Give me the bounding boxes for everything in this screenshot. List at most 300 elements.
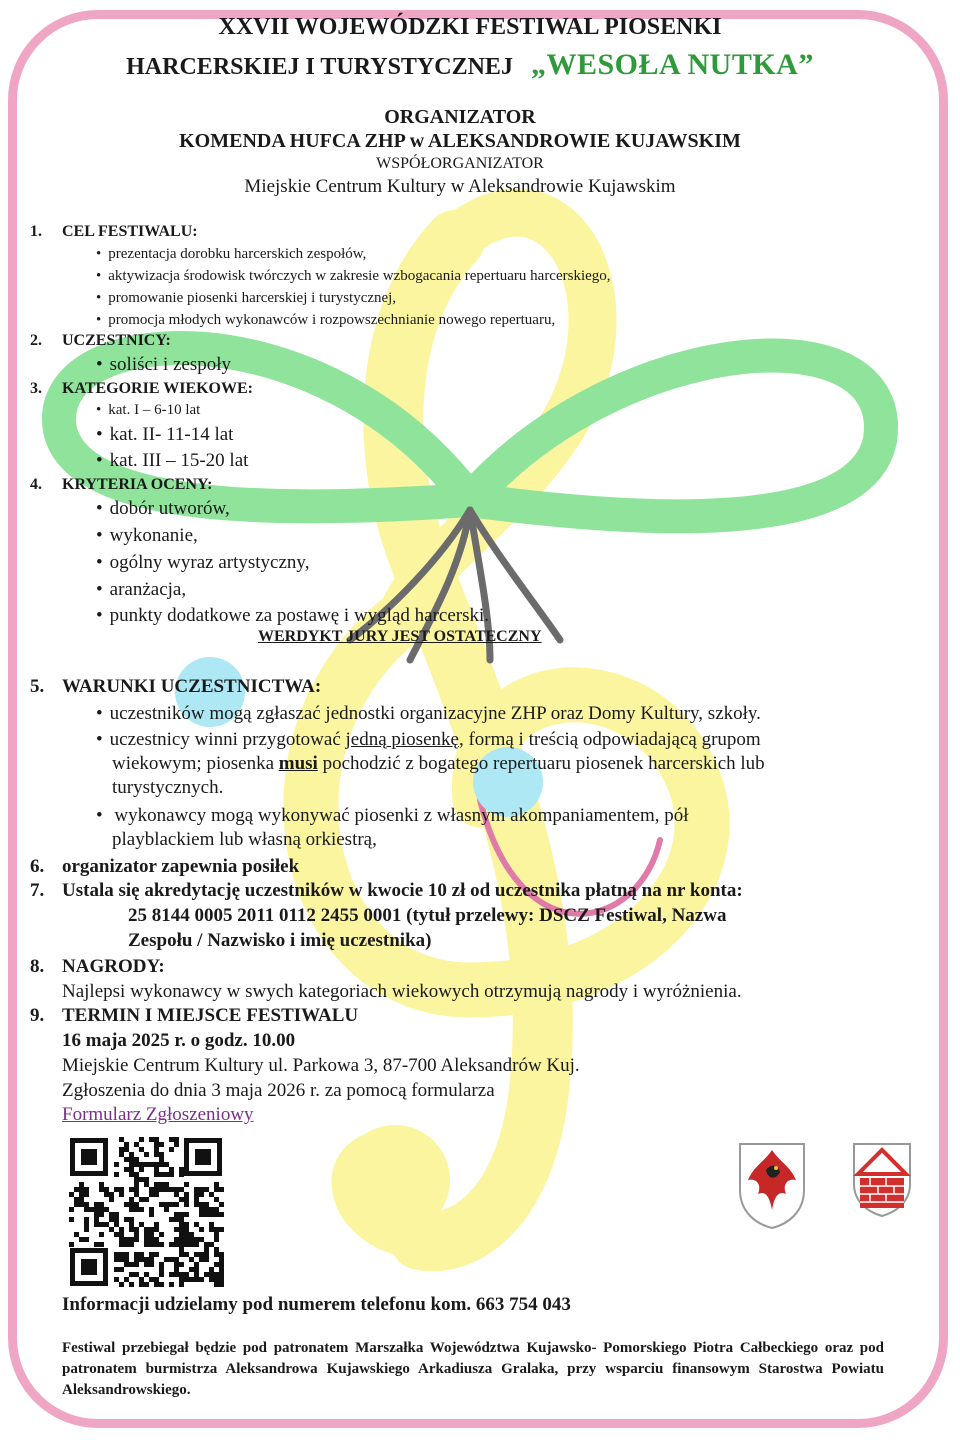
qr-module bbox=[104, 1222, 109, 1227]
qr-module bbox=[104, 1187, 109, 1192]
list-item-continuation: turystycznych. bbox=[112, 777, 224, 798]
qr-module bbox=[129, 1282, 134, 1287]
list-item: • promowanie piosenki harcerskiej i turystycznej, bbox=[96, 290, 396, 307]
qr-module bbox=[154, 1222, 159, 1227]
qr-module bbox=[79, 1237, 84, 1242]
qr-module bbox=[189, 1242, 194, 1247]
qr-module bbox=[119, 1237, 124, 1242]
qr-module bbox=[149, 1277, 154, 1282]
qr-module bbox=[119, 1267, 124, 1272]
qr-module bbox=[144, 1242, 149, 1247]
qr-module bbox=[194, 1272, 199, 1277]
qr-module bbox=[74, 1202, 79, 1207]
qr-module bbox=[129, 1157, 134, 1162]
qr-module bbox=[209, 1222, 214, 1227]
list-item: • kat. I – 6-10 lat bbox=[96, 402, 200, 419]
qr-module bbox=[219, 1267, 224, 1272]
qr-module bbox=[119, 1192, 124, 1197]
qr-module bbox=[149, 1207, 154, 1212]
qr-module bbox=[114, 1222, 119, 1227]
qr-module bbox=[204, 1247, 209, 1252]
qr-module bbox=[154, 1237, 159, 1242]
qr-module bbox=[94, 1217, 99, 1222]
town-coat-of-arms-icon bbox=[850, 1140, 914, 1223]
qr-module bbox=[149, 1237, 154, 1242]
qr-module bbox=[149, 1192, 154, 1197]
qr-module bbox=[149, 1252, 154, 1257]
qr-module bbox=[174, 1227, 179, 1232]
qr-module bbox=[144, 1257, 149, 1262]
qr-module bbox=[214, 1277, 219, 1282]
qr-module bbox=[94, 1202, 99, 1207]
qr-module bbox=[214, 1262, 219, 1267]
list-item: • kat. II- 11-14 lat bbox=[96, 424, 233, 446]
qr-module bbox=[134, 1252, 139, 1257]
contact-info: Informacji udzielamy pod numerem telefonu kom. 663 754 043 bbox=[62, 1294, 571, 1315]
qr-module bbox=[79, 1202, 84, 1207]
qr-module bbox=[99, 1182, 104, 1187]
qr-module bbox=[154, 1152, 159, 1157]
qr-module bbox=[84, 1222, 89, 1227]
qr-module bbox=[174, 1137, 179, 1142]
qr-module bbox=[214, 1182, 219, 1187]
qr-module bbox=[79, 1192, 84, 1197]
qr-module bbox=[129, 1152, 134, 1157]
qr-module bbox=[209, 1242, 214, 1247]
qr-module bbox=[159, 1242, 164, 1247]
qr-module bbox=[134, 1207, 139, 1212]
list-item: • punkty dodatkowe za postawę i wygląd harcerski. bbox=[96, 605, 489, 627]
qr-module bbox=[174, 1242, 179, 1247]
qr-module bbox=[179, 1197, 184, 1202]
qr-module bbox=[194, 1192, 199, 1197]
qr-module bbox=[204, 1272, 209, 1277]
qr-module bbox=[124, 1277, 129, 1282]
qr-module bbox=[219, 1227, 224, 1232]
section-title-conditions: WARUNKI UCZESTNICTWA: bbox=[62, 676, 322, 697]
qr-module bbox=[124, 1157, 129, 1162]
qr-module bbox=[79, 1197, 84, 1202]
qr-module bbox=[194, 1267, 199, 1272]
qr-module bbox=[149, 1232, 154, 1237]
qr-module bbox=[184, 1227, 189, 1232]
qr-module bbox=[124, 1142, 129, 1147]
qr-module bbox=[179, 1262, 184, 1267]
qr-module bbox=[94, 1212, 99, 1217]
qr-module bbox=[214, 1212, 219, 1217]
qr-module bbox=[84, 1237, 89, 1242]
qr-module bbox=[149, 1242, 154, 1247]
qr-module bbox=[129, 1187, 134, 1192]
section-number: 2. bbox=[30, 332, 42, 349]
list-item: • wykonanie, bbox=[96, 525, 198, 547]
list-item-continuation bbox=[112, 753, 765, 775]
awards-text: Najlepsi wykonawcy w swych kategoriach wiekowych otrzymują nagrody i wyróżnienia. bbox=[62, 981, 742, 1002]
qr-module bbox=[124, 1167, 129, 1172]
qr-module bbox=[184, 1272, 189, 1277]
qr-module bbox=[99, 1232, 104, 1237]
qr-module bbox=[214, 1232, 219, 1237]
list-item-continuation: playblackiem lub własną orkiestrą, bbox=[112, 829, 377, 850]
qr-module bbox=[164, 1172, 169, 1177]
qr-module bbox=[129, 1227, 134, 1232]
qr-module bbox=[204, 1242, 209, 1247]
qr-module bbox=[99, 1222, 104, 1227]
qr-module bbox=[154, 1227, 159, 1232]
qr-module bbox=[184, 1212, 189, 1217]
qr-module bbox=[179, 1172, 184, 1177]
qr-module bbox=[129, 1202, 134, 1207]
qr-module bbox=[219, 1252, 224, 1257]
qr-module bbox=[124, 1242, 129, 1247]
qr-module bbox=[154, 1277, 159, 1282]
qr-module bbox=[129, 1162, 134, 1167]
qr-module bbox=[139, 1167, 144, 1172]
qr-module bbox=[84, 1192, 89, 1197]
qr-module bbox=[129, 1242, 134, 1247]
qr-module bbox=[119, 1257, 124, 1262]
qr-module bbox=[139, 1137, 144, 1142]
qr-module bbox=[99, 1187, 104, 1192]
qr-module bbox=[124, 1147, 129, 1152]
qr-module bbox=[119, 1137, 124, 1142]
qr-module bbox=[134, 1157, 139, 1162]
qr-module bbox=[174, 1187, 179, 1192]
emphasis-text: musi bbox=[278, 753, 318, 774]
qr-module bbox=[119, 1147, 124, 1152]
qr-module bbox=[149, 1137, 154, 1142]
text-segment: wiekowym; piosenka bbox=[112, 753, 279, 774]
qr-module bbox=[179, 1227, 184, 1232]
qr-module bbox=[109, 1227, 114, 1232]
qr-module bbox=[184, 1182, 189, 1187]
qr-module bbox=[219, 1277, 224, 1282]
qr-module bbox=[219, 1212, 224, 1217]
qr-module bbox=[144, 1197, 149, 1202]
qr-module bbox=[139, 1257, 144, 1262]
qr-module bbox=[169, 1137, 174, 1142]
text-segment: uczestnicy winni przygotować bbox=[109, 729, 346, 750]
qr-module bbox=[184, 1277, 189, 1282]
qr-module bbox=[164, 1162, 169, 1167]
qr-module bbox=[179, 1277, 184, 1282]
qr-module bbox=[154, 1147, 159, 1152]
section-title-participants: UCZESTNICY: bbox=[62, 332, 171, 349]
section-number: 5. bbox=[30, 676, 45, 697]
qr-finder-bottom-left bbox=[70, 1248, 108, 1286]
qr-module bbox=[114, 1162, 119, 1167]
qr-module bbox=[129, 1207, 134, 1212]
coorganizer-label: WSPÓŁORGANIZATOR bbox=[376, 155, 544, 172]
qr-module bbox=[99, 1212, 104, 1217]
section-title-date-place: TERMIN I MIEJSCE FESTIWALU bbox=[62, 1005, 359, 1026]
bank-account: 25 8144 0005 2011 0112 2455 0001 (tytuł przelewy: DSCZ Festiwal, Nazwa bbox=[128, 905, 727, 926]
qr-module bbox=[214, 1272, 219, 1277]
qr-module bbox=[109, 1192, 114, 1197]
qr-module bbox=[164, 1187, 169, 1192]
qr-module bbox=[99, 1242, 104, 1247]
festival-title-line1: XXVII WOJEWÓDZKI FESTIWAL PIOSENKI bbox=[218, 14, 722, 40]
qr-module bbox=[164, 1257, 169, 1262]
qr-module bbox=[99, 1202, 104, 1207]
qr-module bbox=[219, 1202, 224, 1207]
qr-module bbox=[114, 1277, 119, 1282]
qr-module bbox=[74, 1187, 79, 1192]
qr-module bbox=[124, 1202, 129, 1207]
qr-module bbox=[164, 1202, 169, 1207]
qr-module bbox=[179, 1217, 184, 1222]
list-item: • promocja młodych wykonawców i rozpowszechnianie nowego repertuaru, bbox=[96, 312, 555, 329]
qr-module bbox=[219, 1187, 224, 1192]
qr-module bbox=[114, 1187, 119, 1192]
qr-module bbox=[144, 1182, 149, 1187]
qr-module bbox=[159, 1272, 164, 1277]
qr-module bbox=[164, 1182, 169, 1187]
qr-module bbox=[199, 1227, 204, 1232]
qr-module bbox=[214, 1247, 219, 1252]
qr-module bbox=[159, 1262, 164, 1267]
qr-module bbox=[209, 1192, 214, 1197]
qr-module bbox=[214, 1252, 219, 1257]
qr-module bbox=[184, 1242, 189, 1247]
qr-module bbox=[114, 1217, 119, 1222]
qr-module bbox=[114, 1267, 119, 1272]
qr-module bbox=[174, 1212, 179, 1217]
qr-module bbox=[204, 1187, 209, 1192]
qr-module bbox=[119, 1282, 124, 1287]
section-title-awards: NAGRODY: bbox=[62, 956, 165, 977]
jury-verdict-note: WERDYKT JURY JEST OSTATECZNY bbox=[258, 628, 542, 645]
qr-module bbox=[74, 1197, 79, 1202]
qr-module bbox=[154, 1242, 159, 1247]
qr-module bbox=[159, 1232, 164, 1237]
qr-module bbox=[94, 1242, 99, 1247]
qr-module bbox=[214, 1207, 219, 1212]
section-number: 8. bbox=[30, 956, 45, 977]
festival-name: „WESOŁA NUTKA” bbox=[530, 48, 814, 81]
qr-module bbox=[114, 1252, 119, 1257]
qr-module bbox=[159, 1162, 164, 1167]
qr-module bbox=[184, 1232, 189, 1237]
qr-module bbox=[134, 1272, 139, 1277]
qr-module bbox=[144, 1162, 149, 1167]
qr-module bbox=[154, 1252, 159, 1257]
qr-module bbox=[134, 1177, 139, 1182]
qr-module bbox=[159, 1172, 164, 1177]
qr-module bbox=[134, 1227, 139, 1232]
qr-module bbox=[149, 1227, 154, 1232]
qr-module bbox=[69, 1217, 74, 1222]
qr-module bbox=[159, 1202, 164, 1207]
qr-module bbox=[149, 1187, 154, 1192]
qr-module bbox=[109, 1212, 114, 1217]
qr-module bbox=[139, 1197, 144, 1202]
qr-module bbox=[139, 1277, 144, 1282]
qr-module bbox=[119, 1242, 124, 1247]
qr-module bbox=[69, 1242, 74, 1247]
qr-module bbox=[174, 1267, 179, 1272]
qr-module bbox=[199, 1277, 204, 1282]
qr-module bbox=[84, 1187, 89, 1192]
list-item: • aranżacja, bbox=[96, 579, 186, 601]
qr-module bbox=[179, 1212, 184, 1217]
section-number: 7. bbox=[30, 880, 45, 901]
qr-module bbox=[209, 1207, 214, 1212]
qr-module bbox=[209, 1272, 214, 1277]
qr-module bbox=[184, 1202, 189, 1207]
qr-module bbox=[84, 1217, 89, 1222]
qr-module bbox=[179, 1242, 184, 1247]
qr-module bbox=[149, 1212, 154, 1217]
qr-module bbox=[169, 1167, 174, 1172]
qr-finder-top-right bbox=[184, 1138, 222, 1176]
qr-module bbox=[179, 1237, 184, 1242]
qr-module bbox=[134, 1237, 139, 1242]
qr-module bbox=[194, 1237, 199, 1242]
qr-module bbox=[74, 1232, 79, 1237]
qr-module bbox=[139, 1252, 144, 1257]
qr-module bbox=[119, 1232, 124, 1237]
qr-module bbox=[174, 1202, 179, 1207]
qr-module bbox=[169, 1187, 174, 1192]
list-item: • prezentacja dorobku harcerskich zespołów, bbox=[96, 246, 366, 263]
qr-module bbox=[189, 1237, 194, 1242]
qr-module bbox=[214, 1197, 219, 1202]
organizer-label: ORGANIZATOR bbox=[384, 106, 536, 128]
festival-title-line2 bbox=[0, 48, 940, 82]
qr-module bbox=[144, 1272, 149, 1277]
registration-form-link[interactable]: Formularz Zgłoszeniowy bbox=[62, 1104, 254, 1125]
qr-module bbox=[159, 1187, 164, 1192]
qr-module bbox=[129, 1237, 134, 1242]
qr-module bbox=[119, 1187, 124, 1192]
qr-module bbox=[124, 1257, 129, 1262]
festival-date: 16 maja 2025 r. o godz. 10.00 bbox=[62, 1030, 296, 1051]
section-number: 9. bbox=[30, 1005, 45, 1026]
text-segment: pochodzić z bogatego repertuaru piosenek harcerskich lub bbox=[317, 753, 765, 774]
qr-module bbox=[119, 1252, 124, 1257]
qr-module bbox=[154, 1182, 159, 1187]
section-title-age-categories: KATEGORIE WIEKOWE: bbox=[62, 380, 253, 397]
qr-module bbox=[174, 1272, 179, 1277]
ribbon-right-loop bbox=[470, 356, 881, 517]
qr-module bbox=[139, 1222, 144, 1227]
section-number: 6. bbox=[30, 856, 45, 877]
qr-module bbox=[184, 1192, 189, 1197]
qr-module bbox=[149, 1262, 154, 1267]
qr-module bbox=[134, 1192, 139, 1197]
qr-module bbox=[199, 1192, 204, 1197]
list-item: • wykonawcy mogą wykonywać piosenki z własnym akompaniamentem, pół bbox=[96, 805, 689, 827]
qr-module bbox=[144, 1282, 149, 1287]
section-number: 4. bbox=[30, 476, 42, 493]
qr-module bbox=[199, 1187, 204, 1192]
qr-module bbox=[169, 1217, 174, 1222]
qr-module bbox=[179, 1187, 184, 1192]
section-title-meal: organizator zapewnia posiłek bbox=[62, 856, 300, 877]
qr-module bbox=[214, 1282, 219, 1287]
qr-module bbox=[189, 1257, 194, 1262]
qr-module bbox=[134, 1202, 139, 1207]
qr-module bbox=[69, 1192, 74, 1197]
qr-module bbox=[194, 1222, 199, 1227]
qr-module bbox=[144, 1237, 149, 1242]
qr-module bbox=[99, 1207, 104, 1212]
qr-module bbox=[129, 1197, 134, 1202]
qr-module bbox=[194, 1277, 199, 1282]
qr-module bbox=[179, 1222, 184, 1227]
qr-module bbox=[179, 1282, 184, 1287]
section-number: 1. bbox=[30, 223, 42, 240]
section-title-accreditation: Ustala się akredytację uczestników w kwocie 10 zł od uczestnika płatną na nr konta: bbox=[62, 880, 743, 901]
organizer-name: KOMENDA HUFCA ZHP w ALEKSANDROWIE KUJAWSKIM bbox=[179, 130, 741, 152]
qr-module bbox=[124, 1217, 129, 1222]
qr-module bbox=[144, 1262, 149, 1267]
qr-module bbox=[164, 1207, 169, 1212]
qr-module bbox=[119, 1152, 124, 1157]
qr-module bbox=[194, 1202, 199, 1207]
qr-module bbox=[129, 1167, 134, 1172]
qr-module bbox=[114, 1212, 119, 1217]
qr-module bbox=[139, 1177, 144, 1182]
list-item: • dobór utworów, bbox=[96, 498, 230, 520]
qr-module bbox=[109, 1217, 114, 1222]
qr-module bbox=[214, 1187, 219, 1192]
qr-module bbox=[169, 1257, 174, 1262]
qr-module bbox=[174, 1217, 179, 1222]
coorganizer-name: Miejskie Centrum Kultury w Aleksandrowie Kujawskim bbox=[244, 176, 676, 197]
qr-module bbox=[79, 1182, 84, 1187]
qr-module bbox=[219, 1272, 224, 1277]
qr-module bbox=[134, 1182, 139, 1187]
qr-module bbox=[184, 1222, 189, 1227]
qr-module bbox=[179, 1272, 184, 1277]
qr-module bbox=[199, 1257, 204, 1262]
qr-module bbox=[214, 1237, 219, 1242]
underlined-text: jedną piosenkę bbox=[345, 729, 459, 750]
qr-module bbox=[154, 1142, 159, 1147]
qr-code[interactable] bbox=[66, 1134, 226, 1295]
qr-module bbox=[194, 1187, 199, 1192]
qr-module bbox=[184, 1197, 189, 1202]
festival-place: Miejskie Centrum Kultury ul. Parkowa 3, 87-700 Aleksandrów Kuj. bbox=[62, 1055, 580, 1076]
qr-module bbox=[124, 1237, 129, 1242]
qr-module bbox=[129, 1217, 134, 1222]
qr-module bbox=[194, 1262, 199, 1267]
qr-module bbox=[169, 1147, 174, 1152]
qr-module bbox=[194, 1252, 199, 1257]
qr-module bbox=[199, 1202, 204, 1207]
qr-module bbox=[209, 1212, 214, 1217]
qr-module bbox=[94, 1207, 99, 1212]
section-number: 3. bbox=[30, 380, 42, 397]
qr-module bbox=[169, 1272, 174, 1277]
qr-finder-top-left bbox=[70, 1138, 108, 1176]
qr-module bbox=[129, 1262, 134, 1267]
qr-module bbox=[199, 1237, 204, 1242]
qr-module bbox=[69, 1207, 74, 1212]
qr-module bbox=[189, 1232, 194, 1237]
qr-module bbox=[184, 1237, 189, 1242]
qr-module bbox=[134, 1262, 139, 1267]
qr-module bbox=[209, 1267, 214, 1272]
qr-module bbox=[144, 1177, 149, 1182]
qr-module bbox=[114, 1172, 119, 1177]
qr-module bbox=[174, 1142, 179, 1147]
qr-module bbox=[169, 1172, 174, 1177]
clef-ball bbox=[340, 1125, 450, 1235]
qr-module bbox=[104, 1207, 109, 1212]
